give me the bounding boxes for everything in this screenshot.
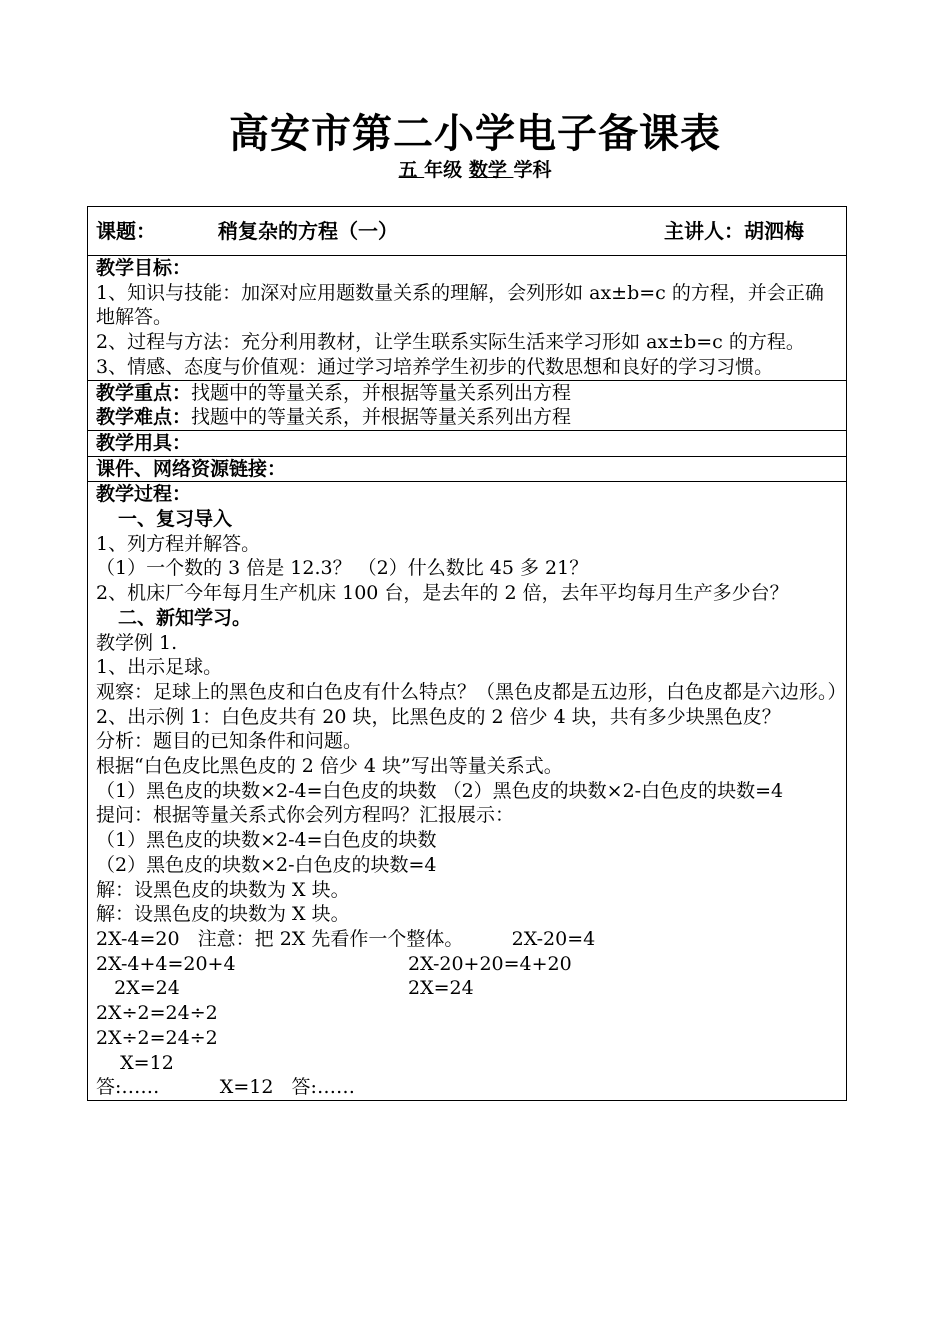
tools-section (88, 431, 846, 457)
process-line: 解：设黑色皮的块数为 X 块。 (96, 903, 350, 926)
process-line: 1、列方程并解答。 (96, 532, 261, 555)
process-line: 2、机床厂今年每月生产机床 100 台，是去年的 2 倍，去年平均每月生产多少台？ (96, 582, 789, 605)
objective-item: 1、知识与技能：加深对应用题数量关系的理解，会列形如 ax±b=c 的方程，并会正确地解答。 (96, 281, 824, 329)
difficulty-label: 教学难点： (96, 406, 192, 429)
grade-subject-line (0, 155, 950, 182)
process-line: 根据“白色皮比黑色皮的 2 倍少 4 块”写出等量关系式。 (96, 755, 563, 778)
process-line: （1）黑色皮的块数×2-4=白色皮的块数 (96, 829, 437, 852)
subject-value: 数学 (468, 159, 514, 181)
resources-label: 课件、网络资源链接： (96, 457, 287, 480)
objectives-label: 教学目标： (96, 257, 192, 279)
topic-label: 课题： (96, 218, 156, 243)
page-title: 高安市第二小学电子备课表 (229, 110, 721, 157)
grade-label: 年级 (424, 159, 463, 181)
process-line: （1）一个数的 3 倍是 12.3？ （2）什么数比 45 多 21？ (96, 557, 589, 580)
equation-pair (96, 976, 838, 1001)
process-line: 教学例 1. (96, 631, 178, 654)
equation-left: 2X=24 (96, 977, 180, 1000)
subject-label: 学科 (513, 159, 552, 181)
grade-value: 五 (398, 159, 425, 181)
equation-line: 2X-4=20 注意：把 2X 先看作一个整体。 2X-20=4 (96, 927, 596, 950)
difficulty-line (96, 405, 838, 430)
equation-right: 2X-20+20=4+20 (408, 952, 572, 975)
key-point-text: 找题中的等量关系，并根据等量关系列出方程 (191, 381, 572, 404)
answer-line: 答:…… X=12 答:…… (96, 1076, 355, 1099)
equation-right: 2X=24 (408, 977, 474, 1000)
section-heading: 一、复习导入 (118, 508, 233, 531)
speaker: 主讲人：胡泗梅 (664, 218, 804, 243)
key-point-label: 教学重点： (96, 381, 192, 404)
process-line: 观察：足球上的黑色皮和白色皮有什么特点？（黑色皮都是五边形，白色皮都是六边形。） (96, 680, 847, 703)
process-line: 1、出示足球。 (96, 656, 223, 679)
process-line: 提问：根据等量关系式你会列方程吗？汇报展示： (96, 804, 515, 827)
process-line: 分析：题目的已知条件和问题。 (96, 730, 363, 753)
process-section (88, 482, 846, 1100)
topic-title: 稍复杂的方程（一） (218, 218, 398, 243)
objective-item: 3、情感、态度与价值观：通过学习培养学生初步的代数思想和良好的学习习惯。 (96, 355, 774, 378)
lesson-plan-table (87, 206, 847, 1101)
process-line: 2、出示例 1：白色皮共有 20 块，比黑色皮的 2 倍少 4 块，共有多少块黑色皮？ (96, 705, 781, 728)
process-line: （1）黑色皮的块数×2-4=白色皮的块数 （2）黑色皮的块数×2-白色皮的块数=4 (96, 779, 784, 802)
equation-pair (96, 952, 838, 977)
section-heading: 二、新知学习。 (118, 606, 252, 629)
key-difficult-section (88, 381, 846, 431)
process-label: 教学过程： (96, 483, 192, 506)
objective-item: 2、过程与方法：充分利用教材，让学生联系实际生活来学习形如 ax±b=c 的方程。 (96, 331, 805, 354)
process-line: （2）黑色皮的块数×2-白色皮的块数=4 (96, 853, 437, 876)
tools-label: 教学用具： (96, 431, 192, 454)
key-point-line (96, 381, 838, 406)
equation-left: 2X-4+4=20+4 (96, 952, 236, 975)
topic-row (88, 207, 846, 256)
equation-line: X=12 (96, 1051, 174, 1074)
equation-line: 2X÷2=24÷2 (96, 1026, 218, 1049)
difficulty-text: 找题中的等量关系，并根据等量关系列出方程 (191, 406, 572, 429)
process-line: 解：设黑色皮的块数为 X 块。 (96, 878, 350, 901)
objectives-section (88, 256, 846, 381)
resources-section (88, 457, 846, 483)
equation-line: 2X÷2=24÷2 (96, 1002, 218, 1025)
